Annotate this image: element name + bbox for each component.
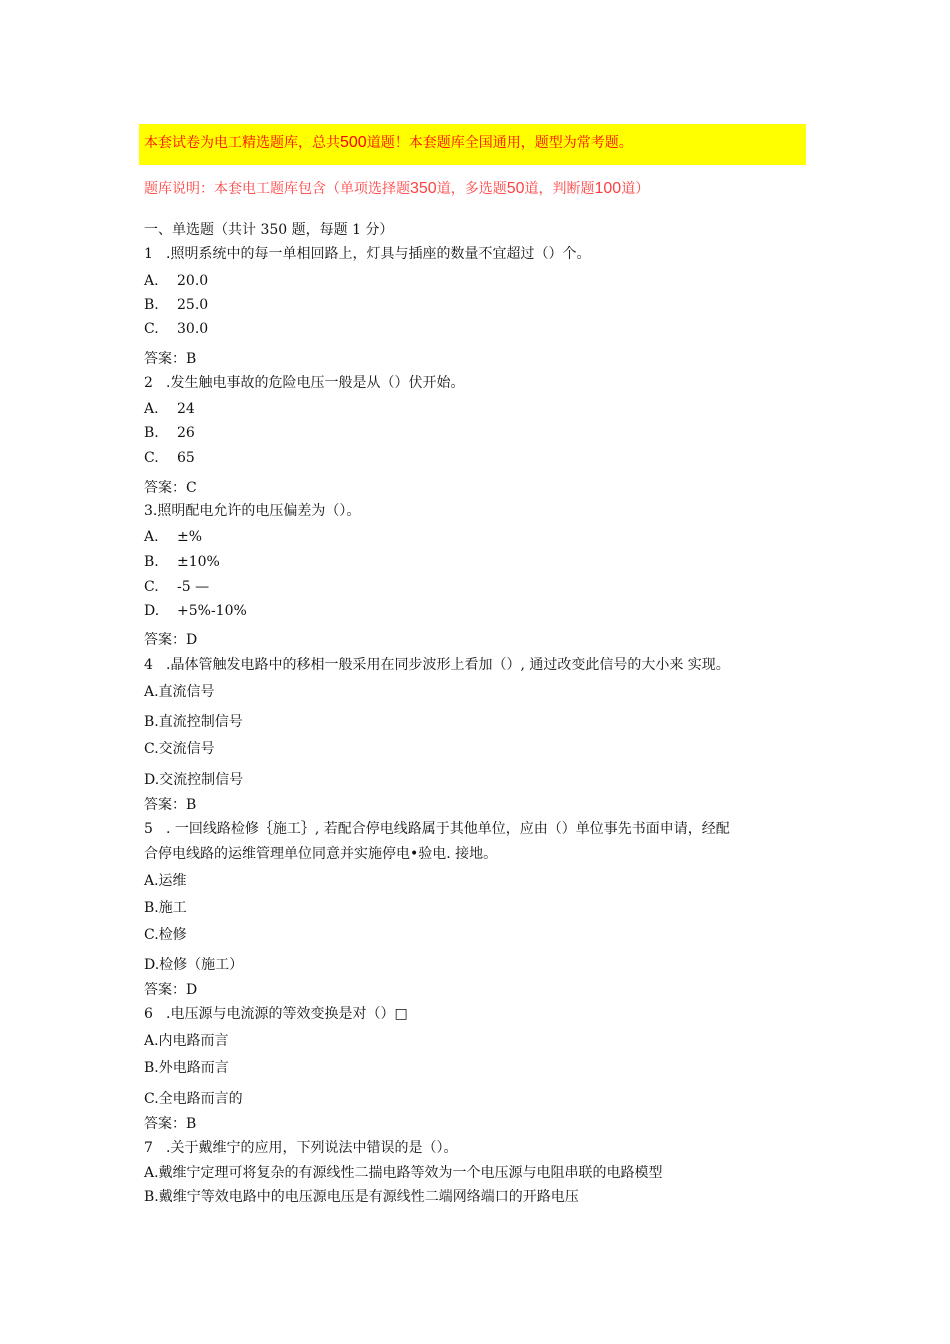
question-1 [144,245,590,263]
note-text-4: 道） [621,181,650,197]
bank-description [144,178,649,198]
option-b: B.外电路而言 [144,1060,229,1076]
option-c: C.检修 [144,927,187,943]
option-c [144,449,195,467]
question-3: 3.照明配电允许的电压偏差为（）。 [144,503,361,519]
note-text-1: 题库说明：本套电工题库包含（单项选择题 [144,181,410,197]
question-number: 6 [144,1006,153,1022]
question-text: .关于戴维宁的应用，下列说法中错误的是（）。 [166,1140,458,1156]
option-text: ±% [177,529,203,545]
option-text: +5%-10% [177,603,247,619]
option-b [144,296,208,314]
option-text: 24 [177,401,195,417]
answer-5: 答案：D [144,982,198,998]
option-a [144,400,195,418]
option-letter: C. [144,450,159,466]
option-a [144,528,202,546]
option-text: 20.0 [177,273,209,289]
true-false-count: 100 [594,180,622,197]
option-d [144,602,247,620]
answer-1: 答案：B [144,351,197,367]
option-b: B.戴维宁等效电路中的电压源电压是有源线性二端网络端口的开路电压 [144,1189,579,1205]
option-a: A.戴维宁定理可将复杂的有源线性二揣电路等效为一个电压源与电阻串联的电路模型 [144,1165,663,1181]
option-letter: C. [144,579,159,595]
option-b [144,553,220,571]
answer-4: 答案：B [144,797,197,813]
note-text-2: 道，多选题 [436,181,507,197]
option-d: D.交流控制信号 [144,772,244,788]
option-a: A.直流信号 [144,684,215,700]
answer-6: 答案：B [144,1116,197,1132]
question-text: .电压源与电流源的等效变换是对（）□ [166,1006,408,1022]
option-c: C.交流信号 [144,741,215,757]
option-letter: A. [144,401,159,417]
option-text: 25.0 [177,297,209,313]
question-2 [144,374,464,392]
banner-text-end: 道题！本套题库全国通用，题型为常考题。 [366,135,633,151]
question-number: 7 [144,1140,153,1156]
option-letter: C. [144,321,159,337]
question-number: 4 [144,657,153,673]
option-b [144,424,195,442]
question-text: .照明系统中的每一单相回路上，灯具与插座的数量不宜超过（）个。 [166,246,591,262]
option-text: 30.0 [177,321,209,337]
option-b: B.施工 [144,900,187,916]
option-letter: A. [144,273,159,289]
intro-banner [139,124,806,165]
question-7 [144,1139,457,1157]
option-c: C.全电路而言的 [144,1091,243,1107]
question-number: 1 [144,246,153,262]
banner-text-start: 本套试卷为电工精选题库，总共 [144,135,340,151]
option-b: B.直流控制信号 [144,714,243,730]
question-5-continued: 合停电线路的运维管理单位同意并实施停电•验电. 接地。 [144,846,498,862]
section-title: 一、单选题（共计 350 题，每题 1 分） [144,222,394,238]
question-6 [144,1005,408,1023]
option-letter: A. [144,529,159,545]
answer-2: 答案：C [144,480,197,496]
question-number: 5 [144,821,153,837]
question-text: . 一回线路检修｛施工｝, 若配合停电线路属于其他单位，应由（）单位事先书面申请，经配 [166,821,730,837]
option-c [144,578,209,596]
option-d: D.检修（施工） [144,957,244,973]
option-letter: B. [144,554,159,570]
option-text: 26 [177,425,195,441]
note-text-3: 道，判断题 [524,181,595,197]
banner-total-count: 500 [340,134,367,151]
answer-3: 答案：D [144,632,198,648]
question-number: 2 [144,375,153,391]
single-choice-count: 350 [410,180,437,197]
option-letter: B. [144,425,159,441]
question-5 [144,820,730,838]
question-text: .发生触电事故的危险电压一般是从（）伏开始。 [166,375,465,391]
option-a: A.运维 [144,873,187,889]
option-letter: D. [144,603,160,619]
question-text: .晶体管触发电路中的移相一般采用在同步波形上看加（）, 通过改变此信号的大小来 实现。 [166,657,730,673]
option-text: -5 — [177,579,210,595]
option-c [144,320,208,338]
option-text: 65 [177,450,195,466]
option-letter: B. [144,297,159,313]
multi-choice-count: 50 [506,180,525,197]
option-a [144,272,208,290]
question-4 [144,656,730,674]
option-text: ±10% [177,554,220,570]
option-a: A.内电路而言 [144,1033,229,1049]
